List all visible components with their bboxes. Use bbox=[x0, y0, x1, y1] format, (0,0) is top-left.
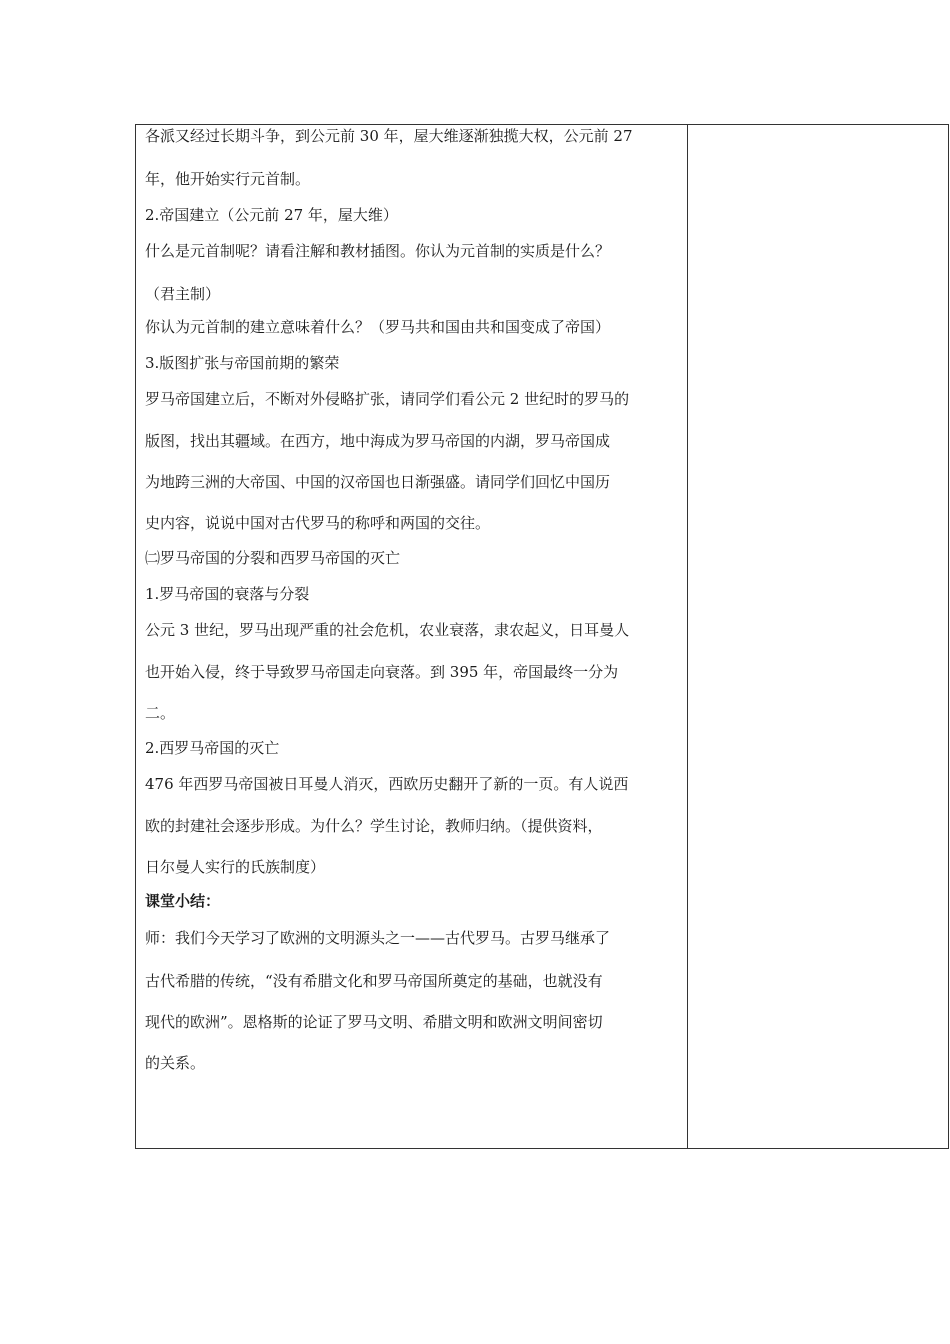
text-line: 你认为元首制的建立意味着什么？（罗马共和国由共和国变成了帝国） bbox=[145, 318, 611, 336]
text-line: （君主制） bbox=[145, 285, 221, 303]
text-line: 476 年西罗马帝国被日耳曼人消灭，西欧历史翻开了新的一页。有人说西 bbox=[145, 775, 629, 793]
text-line: 日尔曼人实行的氏族制度） bbox=[145, 858, 326, 876]
text-line: 古代希腊的传统，“没有希腊文化和罗马帝国所奠定的基础，也就没有 bbox=[145, 972, 603, 990]
text-line: 什么是元首制呢？请看注解和教材插图。你认为元首制的实质是什么？ bbox=[145, 242, 611, 260]
text-line: 年，他开始实行元首制。 bbox=[145, 170, 311, 188]
text-line: 也开始入侵，终于导致罗马帝国走向衰落。到 395 年，帝国最终一分为 bbox=[145, 663, 619, 681]
column-divider bbox=[687, 124, 688, 1149]
section-heading: ㈡罗马帝国的分裂和西罗马帝国的灭亡 bbox=[145, 549, 401, 567]
section-heading: 3.版图扩张与帝国前期的繁荣 bbox=[145, 354, 340, 372]
summary-heading: 课堂小结： bbox=[145, 892, 221, 910]
text-line: 罗马帝国建立后，不断对外侵略扩张，请同学们看公元 2 世纪时的罗马的 bbox=[145, 390, 630, 408]
section-heading: 2.西罗马帝国的灭亡 bbox=[145, 739, 280, 757]
section-heading: 2.帝国建立（公元前 27 年，屋大维） bbox=[145, 206, 398, 224]
text-line: 公元 3 世纪，罗马出现严重的社会危机，农业衰落，隶农起义，日耳曼人 bbox=[145, 621, 630, 639]
section-heading: 1.罗马帝国的衰落与分裂 bbox=[145, 585, 310, 603]
text-line: 史内容，说说中国对古代罗马的称呼和两国的交往。 bbox=[145, 514, 491, 532]
text-line: 为地跨三洲的大帝国、中国的汉帝国也日渐强盛。请同学们回忆中国历 bbox=[145, 473, 611, 491]
text-line: 各派又经过长期斗争，到公元前 30 年，屋大维逐渐独揽大权，公元前 27 bbox=[145, 127, 633, 145]
text-line: 的关系。 bbox=[145, 1054, 206, 1072]
text-line: 欧的封建社会逐步形成。为什么？学生讨论，教师归纳。（提供资料， bbox=[145, 817, 603, 835]
text-line: 版图，找出其疆域。在西方，地中海成为罗马帝国的内湖，罗马帝国成 bbox=[145, 432, 611, 450]
text-line: 师：我们今天学习了欧洲的文明源头之一——古代罗马。古罗马继承了 bbox=[145, 929, 611, 947]
text-line: 二。 bbox=[145, 704, 176, 722]
text-line: 现代的欧洲”。恩格斯的论证了罗马文明、希腊文明和欧洲文明间密切 bbox=[145, 1013, 603, 1031]
